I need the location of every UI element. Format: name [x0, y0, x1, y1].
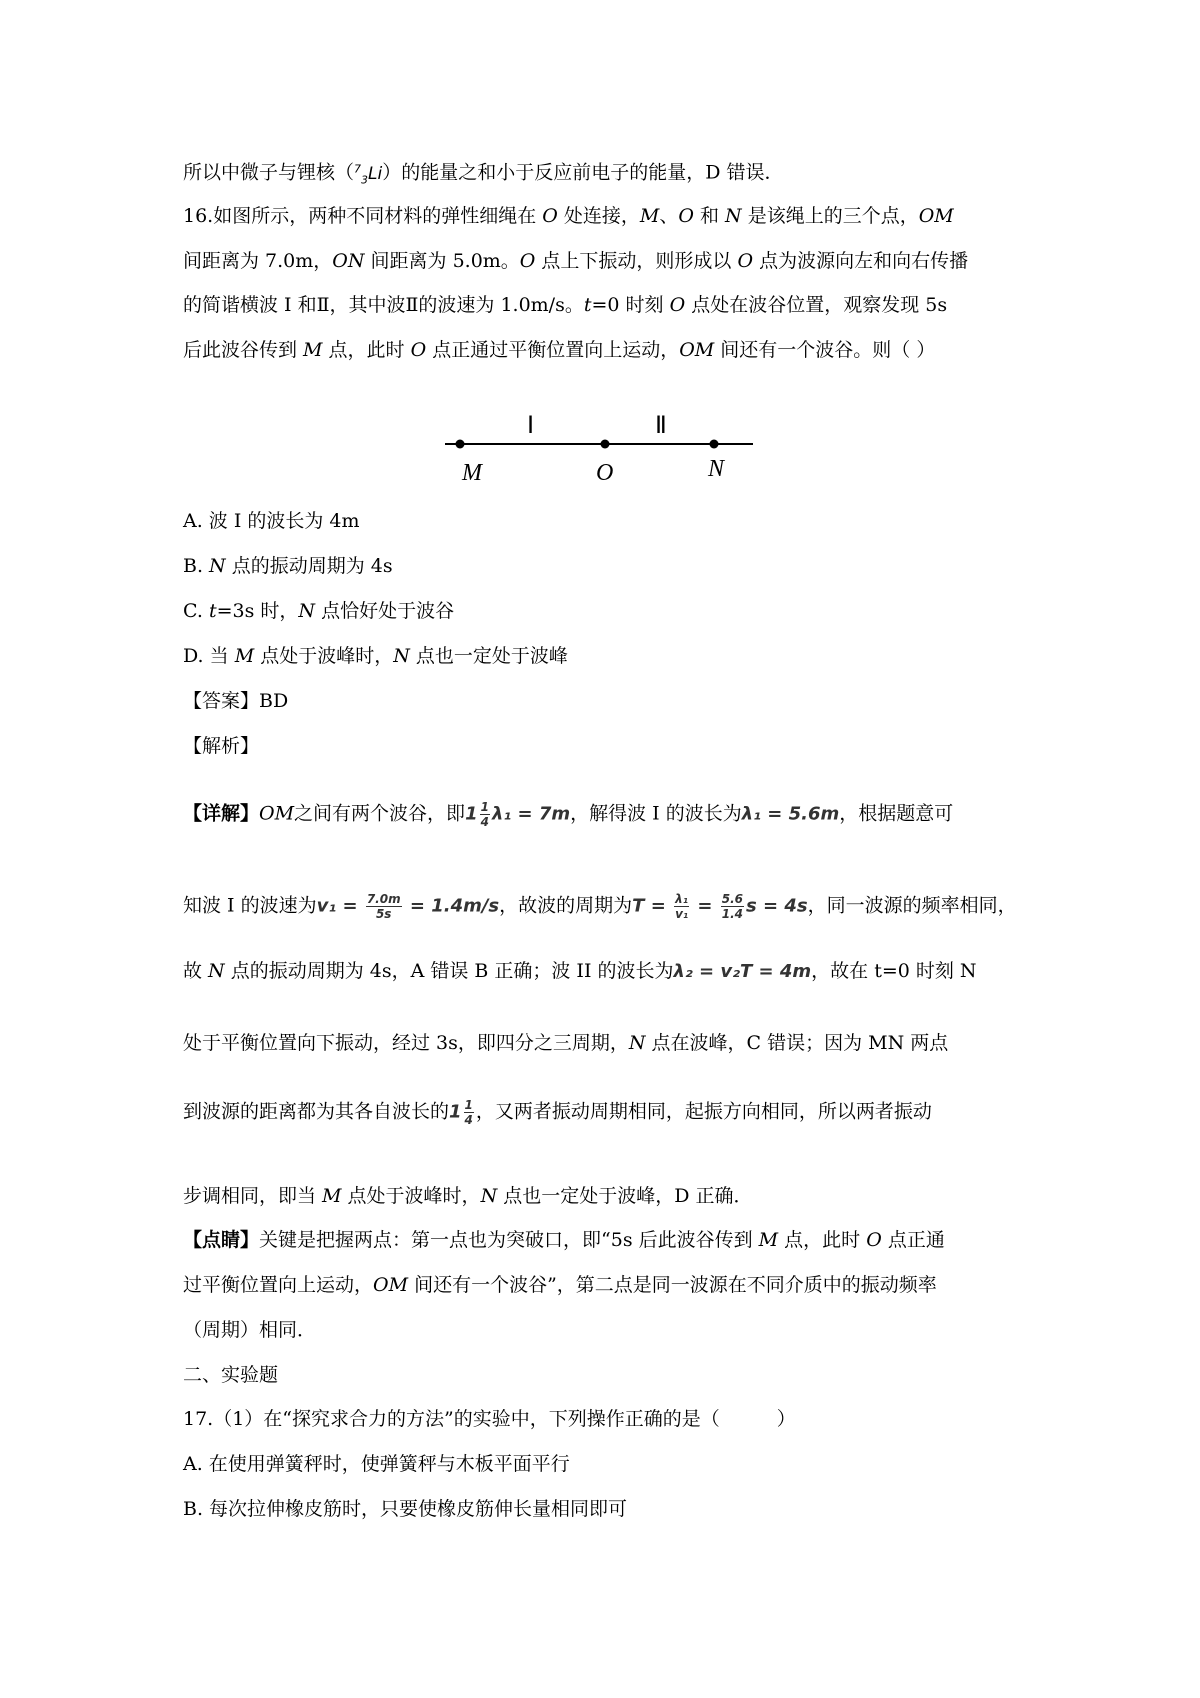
wave-2-label: Ⅱ — [655, 413, 667, 439]
detail-line-5: 到波源的距离都为其各自波长的1 $\frac{1}{4}$ ，又两者振动周期相同，起振方向相同，所以两者振动 — [183, 1098, 932, 1127]
point-m-label: M — [462, 460, 482, 482]
point-m-dot — [456, 440, 465, 449]
text-segment: 所以中微子与锂核（ — [183, 161, 355, 184]
question-16-line-4: 后此波谷传到 M 点，此时 O 点正通过平衡位置向上运动，OM 间还有一个波谷。则（ ） — [183, 339, 936, 361]
point-n-dot — [710, 440, 719, 449]
section-heading: 二、实验题 — [183, 1364, 279, 1386]
question-16-line-3: 的简谐横波 Ⅰ 和Ⅱ，其中波Ⅱ的波速为 1.0m/s。t=0 时刻 O 点处在波谷位置，观察发现 5s — [183, 294, 948, 316]
text-line-1 — [183, 156, 784, 193]
point-o-dot — [601, 440, 610, 449]
fraction: $\frac{\text{λ₁}}{\text{v₁}}$ — [675, 892, 689, 921]
question-16-line-1: 16.如图所示，两种不同材料的弹性细绳在 O 处连接，M、O 和 N 是该绳上的三个点，OM — [183, 205, 954, 227]
tip-line-3: （周期）相同． — [183, 1319, 317, 1341]
fraction: $\frac{1}{4}$ — [464, 1098, 473, 1127]
option-d: D. 当 M 点处于波峰时，N 点也一定处于波峰 — [183, 645, 568, 667]
question-17: 17.（1）在“探究求合力的方法”的实验中，下列操作正确的是（ ） — [183, 1408, 796, 1430]
detail-line-6: 步调相同，即当 M 点处于波峰时，N 点也一定处于波峰，D 正确． — [183, 1185, 753, 1207]
wave-1-label: Ⅰ — [527, 413, 535, 439]
question-16-line-2: 间距离为 7.0m，ON 间距离为 5.0m。O 点上下振动，则形成以 O 点为波源向左和向右传播 — [183, 250, 969, 272]
rope-wave-diagram — [440, 402, 760, 482]
detail-line-2: 知波 I 的波速为v₁ = $\frac{7.0m}{5s}$ = 1.4m/s，故波的周期为T = $\frac{\text{λ₁}}{\text{v₁}}$ = $\frac{5.6}{1.4}$ s = 4s，同一波源的频率相同， — [183, 892, 1017, 921]
tip-line-2: 过平衡位置向上运动，OM 间还有一个波谷”，第二点是同一波源在不同介质中的振动频率 — [183, 1274, 937, 1296]
analysis-heading: 【解析】 — [183, 735, 260, 757]
point-o-label: O — [596, 460, 614, 482]
answer-line: 【答案】BD — [183, 690, 289, 712]
detail-line-3: 故 N 点的振动周期为 4s，A 错误 B 正确；波 II 的波长为λ₂ = v₂T = 4m，故在 t=0 时刻 N — [183, 960, 977, 982]
fraction: $\frac{1}{4}$ — [480, 800, 489, 829]
option-a: A. 波 Ⅰ 的波长为 4m — [183, 510, 360, 532]
detail-line-4: 处于平衡位置向下振动，经过 3s，即四分之三周期，N 点在波峰，C 错误；因为 MN 两点 — [183, 1032, 949, 1054]
detail-line-1: 【详解】OM之间有两个波谷，即1 $\frac{1}{4}$ λ₁ = 7m，解得波 I 的波长为λ₁ = 5.6m，根据题意可 — [183, 800, 954, 829]
fraction: $\frac{7.0m}{5s}$ — [366, 892, 401, 921]
tip-line-1: 【点睛】关键是把握两点：第一点也为突破口，即“5s 后此波谷传到 M 点，此时 O 点正通 — [183, 1229, 945, 1251]
point-n-label: N — [708, 456, 725, 482]
option-b: B. N 点的振动周期为 4s — [183, 555, 393, 577]
option-c: C. t=3s 时，N 点恰好处于波谷 — [183, 600, 455, 622]
fraction: $\frac{5.6}{1.4}$ — [721, 892, 744, 921]
question-17-option-b: B. 每次拉伸橡皮筋时，只要使橡皮筋伸长量相同即可 — [183, 1498, 628, 1520]
lithium-nucleus-symbol: $^7_3$Li — [354, 162, 383, 187]
question-17-option-a: A. 在使用弹簧秤时，使弹簧秤与木板平面平行 — [183, 1453, 570, 1475]
text-segment: ）的能量之和小于反应前电子的能量，D 错误． — [382, 161, 784, 184]
